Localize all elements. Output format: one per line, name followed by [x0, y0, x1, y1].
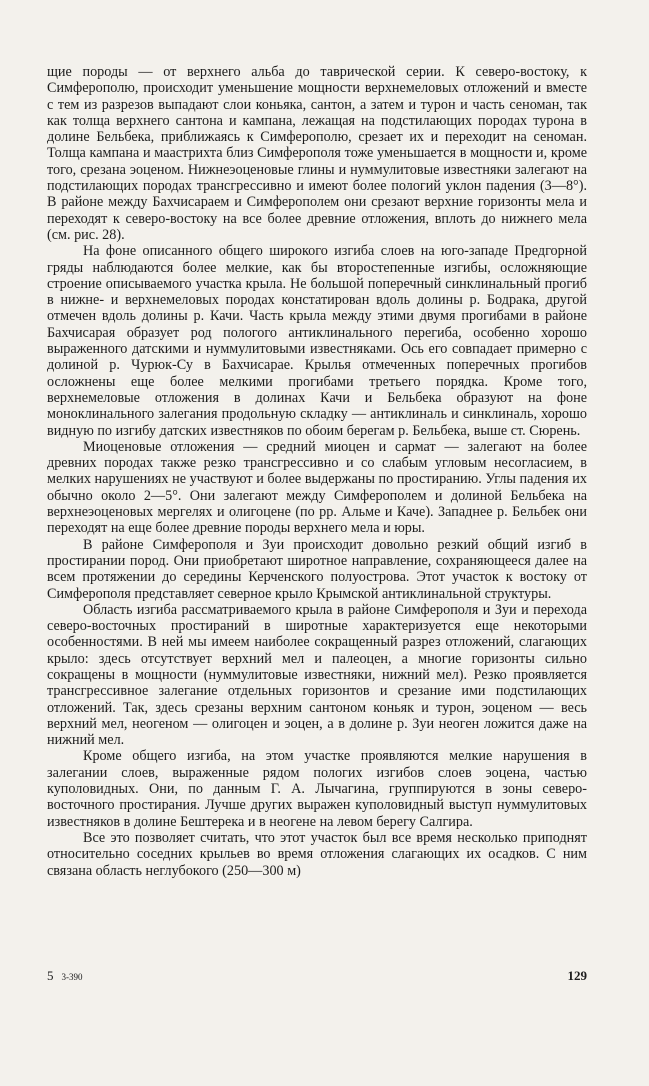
paragraph-simferopol-bend: В районе Симферополя и Зуи происходит довольно резкий общий изгиб в простирании пород. Они приобретают широтное направление, сохраняющееся далее на всем протяжении до середины Керченского полуострова. Этот участок к востоку от Симферополя представляет северное крыло Крымской антиклинальной структуры.	[47, 536, 587, 602]
paragraph-minor-disturbances: Кроме общего изгиба, на этом участке проявляются мелкие нарушения в залегании слоев, выраженные рядом пологих изгибов слоев эоцена, частью куполовидных. Они, по данным Г. А. Лычагина, группируются в зоны северо-восточного простирания. Лучше других выражен куполовидный выступ нуммулитовых известняков в долине Бештерека и в неогене на левом берегу Салгира.	[47, 748, 587, 830]
paragraph-secondary-folds: На фоне описанного общего широкого изгиба слоев на юго-западе Предгорной гряды наблюдаются более мелкие, как бы второстепенные изгибы, осложняющие строение описываемого участка крыла. Не большой поперечный синклинальный прогиб в нижне- и верхнемеловых породах констатирован вдоль долины р. Бодрака, другой отмечен вдоль долины р. Качи. Часть крыла между этими двумя прогибами в районе Бахчисарая образует род пологого антиклинального перегиба, особенно хорошо выраженного датскими и нуммулитовыми известняками. Ось его совпадает примерно с долиной р. Чурюк-Су в Бахчисарае. Крылья отмеченных поперечных прогибов осложнены еще более мелкими прогибами третьего порядка. Кроме того, верхнемеловые отложения в долинах Качи и Бельбека образуют на фоне моноклинального залегания продольную складку — антиклиналь и синклиналь, хорошо видную по изгибу датских известняков по обоим берегам р. Бельбека, выше ст. Сюрень.	[47, 243, 587, 439]
page-number: 129	[567, 968, 587, 983]
printer-signature	[47, 968, 83, 984]
paragraph-conclusion: Все это позволяет считать, что этот участок был все время несколько приподнят относительно соседних крыльев во время отложения слагающих их осадков. С ним связана область неглубокого (250—300 м)	[47, 829, 587, 879]
signature-number: 5	[47, 968, 54, 983]
page-footer	[47, 968, 587, 984]
paragraph-bend-features: Область изгиба рассматриваемого крыла в районе Симферополя и Зуи и перехода северо-восточных простираний в широтные характеризуется еще некоторыми особенностями. В ней мы имеем наиболее сокращенный разрез отложений, слагающих крыло: здесь отсутствует верхний мел и палеоцен, а многие горизонты сильно сокращены в мощности (нуммулитовые известняки, нижний мел). Резко проявляется трансгрессивное залегание отдельных горизонтов и срезание ими подстилающих отложений. Так, здесь срезаны верхним сантоном коньяк и турон, эоценом — весь верхний мел, неогеном — олигоцен и эоцен, а в долине р. Зуи неоген ложится даже на нижний мел.	[47, 601, 587, 749]
paragraph-miocene: Миоценовые отложения — средний миоцен и сармат — залегают на более древних породах также резко трансгрессивно и со слабым угловым несогласием, в мелких нарушениях не участвуют и более выдержаны по простиранию. Углы падения их обычно около 2—5°. Они залегают между Симферополем и долиной Бельбека на верхнеэоценовых мергелях и олигоцене (по рр. Альме и Каче). Западнее р. Бельбек они переходят на еще более древние породы верхнего мела и юры.	[47, 438, 587, 537]
paragraph-continuation: щие породы — от верхнего альба до таврической серии. К северо-востоку, к Симферополю, происходит уменьшение мощности верхнемеловых отложений и вместе с тем из разрезов выпадают слои коньяка, сантон, а затем и турон и часть сеноман, так как толща верхнего сантона и кампана, лежащая на подстилающих породах турона в долине Бельбека, приближаясь к Симферополю, срезает их и переходит на сеноман. Толща кампана и маастрихта близ Симферополя тоже уменьшается в мощности и, кроме того, срезана эоценом. Нижнеэоценовые глины и нуммулитовые известняки залегают на подстилающих породах трансгрессивно и имеют более пологий уклон падения (3—8°). В районе между Бахчисараем и Симферополем они срезают верхние горизонты мела и переходят к северо-востоку на все более древние отложения, вплоть до нижнего мела (см. рис. 28).	[47, 64, 587, 243]
signature-code: 3-390	[61, 972, 83, 982]
